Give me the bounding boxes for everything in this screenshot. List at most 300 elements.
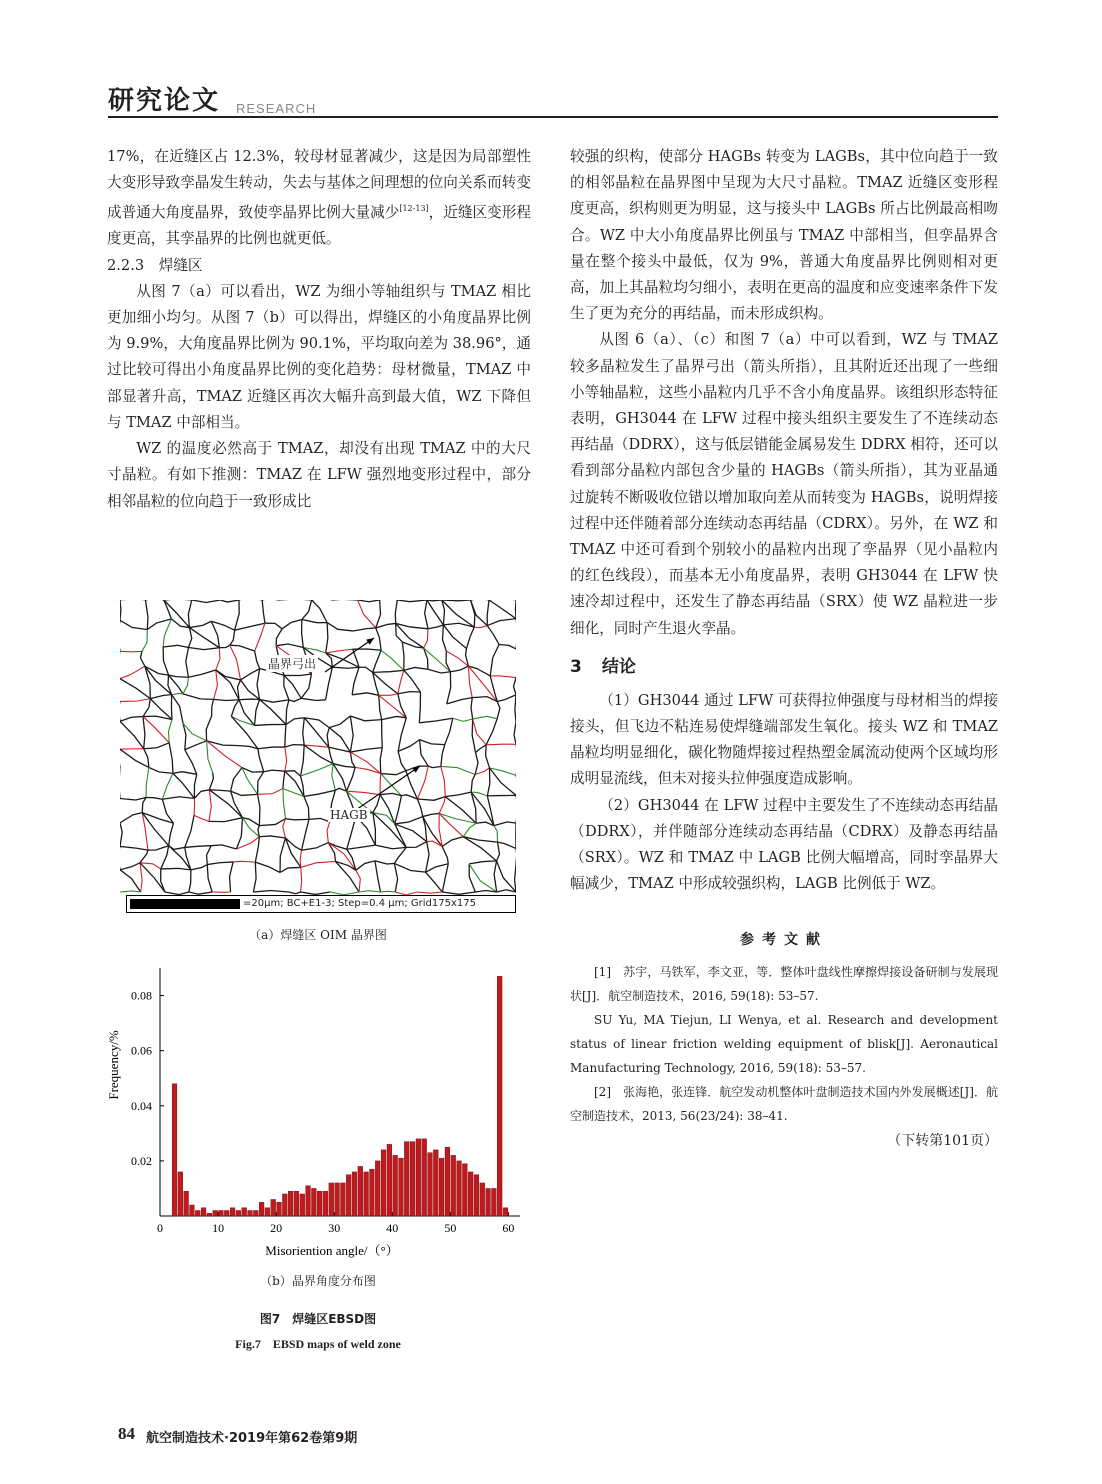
grain-boundary-segment (188, 670, 215, 677)
grain-boundary-segment (398, 740, 419, 752)
figure-caption-en: Fig.7 EBSD maps of weld zone (235, 1337, 401, 1351)
grain-boundary-segment (207, 862, 233, 865)
grain-boundary-segment (487, 619, 516, 626)
grain-boundary-segment (169, 743, 173, 774)
grain-boundary-segment (439, 813, 442, 846)
grain-boundary-segment (140, 863, 142, 892)
histogram-bar (480, 1183, 485, 1216)
histogram-bar (335, 1183, 340, 1216)
grain-boundary-segment (425, 600, 428, 629)
grain-boundary-segment (163, 647, 168, 675)
grain-boundary-segment (301, 674, 311, 698)
grain-boundary-segment (420, 740, 445, 745)
grain-boundary-segment (149, 767, 173, 773)
grain-boundary-segment (231, 700, 239, 717)
histogram-bar (329, 1183, 334, 1216)
grain-boundary-segment (185, 741, 207, 750)
references-heading: 参考文献 (740, 932, 828, 949)
histogram-bar (184, 1191, 189, 1216)
histogram-bar (294, 1191, 299, 1216)
grain-boundary-segment (220, 600, 239, 602)
grain-boundary-segment (350, 716, 353, 752)
grain-boundary-segment (463, 823, 476, 836)
grain-boundary-segment (189, 621, 211, 627)
grain-boundary-segment (192, 600, 220, 603)
histogram-bar (387, 1144, 392, 1216)
hagb-arrow-head (412, 766, 420, 773)
grain-boundary-segment (326, 623, 328, 653)
grain-boundary-segment (379, 694, 398, 696)
grain-boundary-segment (169, 719, 172, 742)
grain-boundary-segment (255, 651, 260, 669)
grain-boundary-segment (497, 842, 500, 861)
grain-boundary-segment (304, 790, 335, 796)
x-tick-label: 20 (270, 1221, 283, 1235)
grain-boundary-segment (326, 667, 333, 700)
histogram-chart (100, 960, 530, 1260)
grain-boundary-segment (241, 669, 260, 680)
oim-map-image (120, 600, 516, 914)
grain-boundary-segment (194, 774, 196, 798)
histogram-bar (364, 1172, 369, 1216)
grain-boundary-segment (258, 789, 283, 795)
grain-boundary-segment (258, 747, 285, 749)
histogram-bar (317, 1191, 322, 1216)
histogram-bar (404, 1142, 409, 1216)
grain-boundary-segment (395, 796, 402, 824)
grain-boundary-segment (404, 670, 421, 692)
chart-bars (172, 976, 508, 1216)
grain-boundary-segment (471, 775, 475, 793)
grain-boundary-segment (286, 700, 289, 725)
grain-boundary-segment (406, 842, 426, 848)
grain-boundary-segment (120, 666, 145, 678)
grain-boundary-segment (447, 698, 472, 704)
grain-boundary-segment (230, 645, 255, 651)
histogram-bar (457, 1161, 462, 1216)
grain-boundary-segment (282, 620, 302, 629)
grain-boundary-segment (120, 870, 141, 892)
grain-boundary-segment (194, 815, 209, 821)
grain-boundary-segment (380, 774, 381, 795)
grain-boundary-segment (426, 864, 449, 872)
grain-boundary-segment (301, 698, 325, 700)
grain-boundary-segment (120, 717, 143, 722)
grain-boundary-segment (207, 846, 212, 865)
histogram-bar (503, 1208, 508, 1216)
grain-boundary-segment (304, 745, 329, 747)
histogram-bar (236, 1210, 241, 1216)
histogram-bar (300, 1194, 305, 1216)
grain-boundary-segment (497, 861, 516, 892)
grain-boundary-segment (206, 716, 211, 741)
histogram-bar (242, 1208, 247, 1216)
grain-boundary-segment (494, 861, 497, 892)
grain-boundary-segment (143, 717, 169, 743)
grain-boundary-segment (283, 771, 285, 788)
grain-boundary-segment (254, 725, 286, 726)
grain-boundary-segment (419, 718, 452, 723)
header-subtitle: RESEARCH (236, 101, 317, 116)
grain-boundary-segment (473, 719, 486, 745)
grain-boundary-segment (404, 667, 428, 670)
figure-caption-cn: 图7 焊缝区EBSD图 (259, 1312, 377, 1326)
grain-boundary-segment (381, 891, 396, 892)
scalebar-box (126, 895, 516, 913)
grain-boundary-segment (398, 718, 406, 752)
grain-boundary-segment (209, 790, 211, 822)
grain-boundary-segment (420, 740, 429, 767)
grain-boundary-segment (283, 789, 286, 819)
histogram-bar (497, 976, 502, 1216)
grain-boundary-map (120, 600, 516, 914)
histogram-bar (410, 1142, 415, 1216)
grain-boundary-segment (253, 862, 256, 892)
x-tick-label: 10 (212, 1221, 225, 1235)
histogram-bar (190, 1205, 195, 1216)
grain-boundary-segment (428, 669, 451, 673)
grain-boundary-segment (162, 797, 194, 800)
histogram-bar (282, 1194, 287, 1216)
grain-boundary-segment (441, 745, 445, 767)
grain-boundary-segment (189, 870, 191, 892)
grain-boundary-segment (161, 868, 191, 870)
left-paragraph-2: 从图 7（a）可以看出，WZ 为细小等轴组织与 TMAZ 相比更加细小均匀。从图 7（b）可以得出，焊缝区的小角度晶界比例为 9.9%，大角度晶界比例为 90.1%，平均取向差为 38.96°，通过比较可得出小角度晶界比例的变化趋势：母材微量，TMAZ 中部显著升高，TMAZ 近缝区再次大幅升高到最大值，WZ 下降但与 TMAZ 中部相当。 (107, 282, 531, 431)
grain-boundary-segment (188, 628, 191, 648)
grain-boundary-segment (347, 845, 376, 849)
grain-boundary-segment (161, 846, 169, 869)
grain-boundary-segment (428, 625, 443, 629)
grain-boundary-segment (427, 600, 443, 625)
left-paragraph-3: WZ 的温度必然高于 TMAZ，却没有出现 TMAZ 中的大尺寸晶粒。有如下推测：TMAZ 在 LFW 强烈地变形过程中，部分相邻晶粒的位向趋于一致形成比 (107, 440, 531, 510)
grain-boundary-segment (394, 863, 425, 872)
grain-boundary-segment (169, 823, 174, 846)
grain-boundary-segment (300, 850, 301, 867)
grain-boundary-segment (497, 890, 516, 892)
grain-boundary-segment (216, 648, 220, 670)
grain-boundary-segment (398, 751, 406, 770)
reference-1-en: SU Yu, MA Tiejun, LI Wenya, et al. Research and development status of linear friction welding equipment of blisk[J]. Aeronautical Manufacturing Technology, 2016, 59(18): 53–57. (570, 1012, 998, 1075)
histogram-bar (195, 1210, 200, 1216)
histogram-bar (399, 1158, 404, 1216)
conclusion-1: （1）GH3044 通过 LFW 可获得拉伸强度与母材相当的焊接接头，但飞边不粘连易使焊缝端部发生氧化。接头 WZ 和 TMAZ 晶粒均明显细化，碳化物随焊接过程热塑金属流动使两个区域均形成明显流线，但未对接头拉伸强度造成影响。 (570, 691, 998, 788)
grain-boundary-segment (487, 796, 494, 826)
histogram-bar (259, 1202, 264, 1216)
grain-boundary-segment (499, 644, 516, 648)
grain-boundary-segment (468, 666, 490, 676)
grain-boundary-segment (442, 600, 445, 625)
grain-boundary-segment (236, 818, 242, 849)
grain-boundary-segment (276, 644, 303, 648)
histogram-bar (201, 1208, 206, 1216)
y-tick-label: 0.04 (131, 1098, 152, 1113)
grain-boundary-segment (401, 795, 417, 799)
grain-boundary-segment (183, 694, 214, 699)
grain-boundary-segment (285, 745, 304, 747)
grain-boundary-segment (194, 790, 209, 799)
grain-boundary-segment (172, 695, 183, 724)
grain-boundary-segment (230, 630, 235, 645)
grain-boundary-segment (143, 699, 150, 717)
grain-boundary-segment (185, 815, 194, 847)
grain-boundary-segment (347, 767, 356, 791)
histogram-bar (265, 1208, 270, 1216)
grain-boundary-segment (329, 716, 350, 728)
grain-boundary-segment (302, 620, 327, 623)
grain-boundary-segment (475, 768, 489, 775)
scalebar-label: =20μm; BC+E1-3; Step=0.4 μm; Grid175x175 (243, 898, 476, 909)
grain-boundary-segment (375, 861, 394, 864)
grain-boundary-segment (424, 629, 428, 648)
grain-boundary-segment (427, 600, 442, 601)
grain-boundary-segment (476, 745, 487, 753)
grain-boundary-segment (353, 628, 376, 631)
grain-boundary-segment (498, 842, 516, 848)
grain-boundary-segment (419, 692, 420, 723)
page-number: 84 (118, 1424, 135, 1443)
grain-boundary-segment (209, 818, 243, 822)
grain-boundary-segment (489, 600, 516, 619)
grain-boundary-segment (447, 672, 451, 704)
grain-boundary-segment (212, 699, 214, 716)
grain-boundary-segment (264, 770, 285, 772)
grain-boundary-segment (515, 695, 516, 722)
label-bulge: 晶界弓出 (268, 657, 317, 671)
grain-boundary-segment (426, 872, 443, 892)
histogram-bar (224, 1210, 229, 1216)
grain-boundary-segment (327, 623, 353, 631)
grain-boundary-segment (120, 863, 140, 870)
grain-boundary-segment (309, 818, 330, 821)
grain-boundary-segment (402, 642, 404, 670)
grain-boundary-segment (352, 667, 359, 695)
histogram-bar (352, 1172, 357, 1216)
grain-boundary-segment (417, 799, 422, 817)
grain-boundary-segment (304, 796, 309, 819)
grain-boundary-segment (231, 768, 242, 791)
histogram-bar (172, 1084, 177, 1216)
grain-boundary-segment (489, 768, 516, 796)
grain-boundary-segment (380, 795, 395, 824)
grain-boundary-segment (358, 600, 376, 628)
grain-boundary-segment (474, 626, 487, 628)
grain-boundary-segment (381, 774, 402, 796)
grain-boundary-segment (358, 600, 380, 602)
grain-boundary-segment (188, 648, 219, 650)
left-paragraph-1: 17%，在近缝区占 12.3%，较母材显著减少，这是因为局部塑性大变形导致孪晶发生转动，失去与基体之间理想的位向关系而转变成普通大角度晶界，致使孪晶界比例大量减少[12-13]，近缝区变形程度更高，其孪晶界的比例也就更低。 (107, 148, 531, 248)
grain-boundary-segment (398, 692, 421, 694)
grain-boundary-segment (347, 791, 381, 794)
grain-boundary-segment (301, 843, 328, 851)
grain-boundary-segment (162, 799, 173, 823)
right-column (570, 144, 998, 1154)
grain-boundary-segment (380, 748, 382, 774)
grain-boundary-segment (487, 626, 499, 645)
bulge-arrow-head (366, 638, 374, 645)
grain-boundary-segment (257, 669, 260, 700)
grain-boundary-segment (473, 716, 498, 719)
grain-boundary-segment (379, 695, 382, 719)
grain-boundary-segment (397, 600, 427, 602)
grain-boundary-segment (394, 847, 406, 863)
grain-boundary-segment (230, 862, 234, 892)
x-axis-label: Misoriention angle/（°） (265, 1243, 399, 1258)
grain-boundary-segment (515, 864, 516, 892)
grain-boundary-segment (445, 792, 471, 796)
grain-boundary-segment (382, 716, 407, 719)
grain-boundary-segment (450, 666, 468, 672)
grain-boundary-segment (255, 862, 280, 872)
grain-boundaries (120, 600, 516, 895)
grain-boundary-segment (442, 837, 463, 847)
grain-boundary-segment (231, 716, 258, 748)
grain-boundary-segment (487, 768, 489, 796)
grain-boundary-segment (211, 845, 236, 849)
grain-boundary-segment (471, 600, 488, 626)
grain-boundary-segment (375, 861, 381, 892)
grain-boundary-segment (426, 842, 429, 872)
grain-boundary-segment (442, 864, 448, 892)
grain-boundary-segment (146, 767, 149, 797)
grain-boundary-segment (260, 700, 286, 725)
grain-boundary-segment (120, 891, 141, 892)
conclusion-2: （2）GH3044 在 LFW 过程中主要发生了不连续动态再结晶（DDRX），并伴随部分连续动态再结晶（CDRX）及静态再结晶（SRX）。WZ 和 TMAZ 中 LAGB 比例大幅增高，同时孪晶界大幅减少，TMAZ 中形成较强织构，LAGB 比例低于 WZ。 (570, 796, 998, 893)
grain-boundary-segment (286, 718, 304, 725)
grain-boundary-segment (439, 797, 445, 814)
x-tick-label: 40 (386, 1221, 399, 1235)
grain-boundary-segment (265, 623, 282, 629)
grain-boundary-segment (285, 838, 300, 867)
histogram-bar (381, 1150, 386, 1216)
histogram-bar (277, 1202, 282, 1216)
grain-boundary-segment (445, 718, 453, 744)
y-tick-label: 0.06 (131, 1043, 152, 1058)
grain-boundary-segment (487, 600, 489, 626)
grain-boundary-segment (120, 813, 142, 823)
scalebar (130, 899, 240, 909)
histogram-bar (462, 1164, 467, 1216)
grain-boundary-segment (335, 861, 359, 892)
grain-boundary-segment (359, 667, 373, 672)
grain-boundary-segment (145, 666, 150, 698)
grain-boundary-segment (242, 768, 264, 772)
histogram-bar (271, 1199, 276, 1216)
grain-boundary-segment (120, 721, 144, 748)
grain-boundary-segment (382, 720, 383, 748)
histogram-bar (346, 1175, 351, 1216)
grain-boundary-segment (209, 773, 213, 790)
grain-boundary-segment (402, 642, 423, 648)
grain-boundary-segment (301, 764, 334, 776)
grain-boundary-segment (497, 695, 516, 702)
grain-boundary-segment (514, 722, 516, 744)
grain-boundary-segment (194, 798, 195, 815)
grain-boundary-segment (285, 747, 287, 771)
y-axis-label: Frequency/% (106, 1030, 121, 1100)
histogram-bar (451, 1155, 456, 1216)
grain-boundary-segment (262, 600, 265, 623)
grain-boundary-segment (185, 846, 211, 848)
grain-boundary-segment (216, 670, 241, 680)
grain-boundary-segment (301, 819, 308, 850)
grain-boundary-segment (380, 793, 401, 795)
section-heading: 3 结论 (570, 656, 636, 677)
caption-a: （a）焊缝区 OIM 晶界图 (249, 928, 387, 942)
grain-boundary-segment (395, 817, 423, 824)
grain-boundary-segment (283, 819, 286, 838)
grain-boundary-segment (352, 693, 379, 695)
grain-boundary-segment (214, 699, 239, 700)
grain-boundary-segment (120, 846, 148, 850)
grain-boundary-segment (375, 845, 406, 849)
grain-boundary-segment (428, 766, 441, 767)
histogram-bar (433, 1150, 438, 1216)
grain-boundary-segment (312, 600, 327, 623)
histogram-bar (422, 1139, 427, 1216)
histogram-bar (428, 1153, 433, 1216)
grain-boundary-segment (453, 718, 473, 721)
grain-boundary-segment (301, 861, 336, 867)
grain-boundary-segment (142, 798, 146, 813)
grain-boundary-segment (233, 861, 255, 862)
grain-boundary-segment (148, 846, 169, 850)
y-tick-label: 0.02 (131, 1153, 152, 1168)
grain-boundary-segment (140, 651, 144, 666)
histogram-bar (248, 1210, 253, 1216)
grain-boundary-segment (280, 867, 301, 872)
grain-boundary-segment (120, 679, 150, 699)
grain-boundary-segment (276, 629, 282, 646)
grain-boundary-segment (327, 822, 330, 843)
grain-boundary-segment (332, 764, 335, 791)
grain-boundary-segment (489, 768, 516, 775)
grain-boundary-segment (417, 766, 428, 799)
y-tick-label: 0.08 (131, 988, 152, 1003)
grain-boundary-segment (442, 600, 471, 601)
grain-boundary-segment (304, 718, 328, 748)
grain-boundary-segment (173, 772, 197, 775)
caption-b: （b）晶界角度分布图 (260, 1274, 376, 1288)
grain-boundary-segment (486, 719, 497, 745)
grain-boundary-segment (145, 600, 147, 630)
grain-boundary-segment (490, 644, 499, 675)
grain-boundary-segment (417, 797, 445, 801)
grain-boundary-segment (120, 699, 150, 702)
grain-boundary-segment (327, 728, 329, 748)
histogram-bar (213, 1210, 218, 1216)
grain-boundary-segment (285, 819, 308, 820)
grain-boundary-segment (230, 645, 241, 680)
histogram-bar (375, 1161, 380, 1216)
label-hagb: HAGB (330, 808, 368, 822)
grain-boundary-segment (219, 645, 229, 648)
histogram-bar (288, 1191, 293, 1216)
grain-boundary-segment (255, 837, 259, 862)
subsection-heading: 2.2.3 焊缝区 (107, 256, 203, 274)
grain-boundary-segment (373, 670, 404, 672)
x-tick-label: 60 (502, 1221, 515, 1235)
continued-note: （下转第101页） (887, 1132, 998, 1149)
grain-boundary-segment (169, 675, 189, 677)
grain-boundary-segment (259, 819, 285, 826)
histogram-bar (416, 1139, 421, 1216)
grain-boundary-segment (350, 716, 381, 721)
grain-boundary-segment (120, 620, 147, 629)
header-title: 研究论文 (108, 86, 221, 116)
histogram-bar (393, 1155, 398, 1216)
grain-boundary-segment (120, 823, 122, 847)
histogram-bar (491, 1188, 496, 1216)
